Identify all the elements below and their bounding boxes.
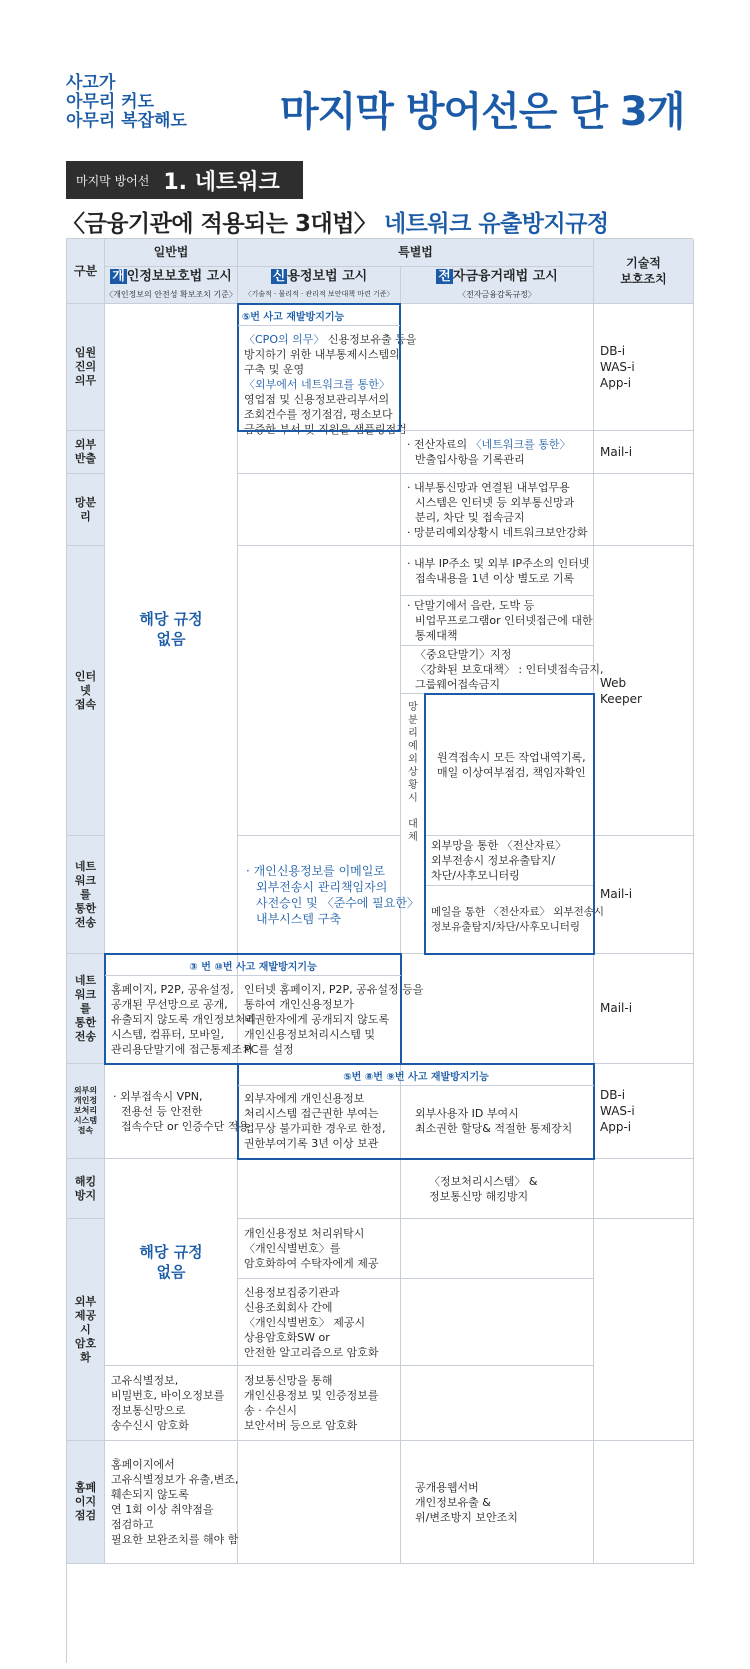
cell-line: 공개용웹서버 (415, 1480, 479, 1494)
law-sub: 〈개인정보의 안전성 확보조치 기준〉 (105, 289, 237, 299)
page-title: 마지막 방어선은 단 3개 (280, 89, 685, 135)
row-label-hacking: 해킹 방지 (67, 1159, 105, 1219)
row-label-netsep: 망분리 (67, 474, 105, 546)
cell-line: 그룹웨어접속금지 (415, 678, 501, 691)
cell-line: 방지하기 위한 내부통제시스템의 (244, 348, 400, 361)
row-label-export: 외부 반출 (67, 431, 105, 474)
row-label-encrypt: 외부 제공시 암호화 (67, 1219, 105, 1441)
cell-line: 보안서버 등으로 암호화 (244, 1419, 358, 1432)
slogan-line: 아무리 복잡해도 (66, 111, 187, 131)
box-title: ③ 번 ⑩번 사고 재발방지기능 (189, 962, 317, 973)
cell-line: 통하여 개인신용정보가 (244, 998, 354, 1011)
tech-cell: DB-i WAS-i App-i (594, 1064, 694, 1159)
credit-cell (238, 1219, 401, 1279)
cell-line: 조회건수를 정기점검, 평소보다 (244, 408, 393, 421)
row-label-internet: 인터넷 접속 (67, 546, 105, 836)
credit-cell (238, 1159, 401, 1219)
general-cell (105, 1064, 250, 1159)
cell-line: · 망분리예외상황시 네트워크보안강화 (407, 525, 588, 539)
cell-line: 고유식별정보가 유출,변조, (111, 1473, 239, 1486)
cell-line: 정보통신망을 통해 (244, 1374, 333, 1387)
cell-line: · 내부통신망과 연결된 내부업무용 (407, 480, 570, 494)
efin-cell (401, 546, 594, 596)
cell-line: 비업무프로그램or 인터넷접근에 대한 (415, 614, 593, 627)
section-name: 1. 네트워크 (163, 169, 280, 195)
tech-cell (594, 1441, 694, 1564)
cell-line: 통제대책 (415, 629, 458, 642)
slogan (66, 74, 246, 131)
box-title: ⑤번 ⑧번 ⑨번 사고 재발방지기능 (343, 1072, 489, 1083)
efin-cell (401, 1279, 594, 1366)
row-label-nettx: 네트워크 를 통한 전송 (67, 836, 105, 954)
header-law-efinance (401, 267, 594, 304)
credit-cell (238, 431, 401, 474)
tech-cell (594, 1159, 694, 1219)
regulation-table (66, 238, 693, 1663)
header-general: 일반법 (105, 239, 238, 267)
cell-line: 송 · 수신시 (244, 1404, 297, 1417)
cell-line: 접속수단 or 인증수단 적용 (121, 1119, 250, 1133)
no-rule-cell: 해당 규정 없음 (105, 1159, 238, 1366)
cell-line: · 개인신용정보를 이메일로 (246, 863, 385, 878)
cell-line: 신용정보집중기관과 (244, 1285, 340, 1299)
efin-cell (401, 954, 594, 1064)
cell-line: 급증한 부서 및 직원을 샘플링점검 (244, 423, 407, 436)
cell-line: 고유식별정보, (111, 1374, 179, 1387)
tech-cell: Web Keeper (594, 546, 694, 836)
cell-line: 상용암호화SW or (244, 1330, 330, 1344)
cell-line: 시스템은 인터넷 등 외부통신망과 (415, 495, 575, 509)
efin-cell (401, 1219, 594, 1279)
cell-line: 연 1회 이상 취약점을 (111, 1503, 214, 1516)
cell-line: 홈페이지, P2P, 공유설정, (111, 983, 234, 996)
box-title: ⑤번 사고 재발방지기능 (241, 312, 345, 323)
cell-line: 정보유출탐지/차단/사후모니터링 (431, 920, 581, 933)
cell-line: 위/변조방지 보안조치 (415, 1510, 518, 1524)
law-sub: 〈전자금융감독규정〉 (458, 289, 536, 299)
credit-cell (238, 474, 401, 546)
cell-line: 구축 및 운영 (244, 363, 305, 376)
exception-vertical-label: 망 분 리 예 외 상 황 시 대 체 (408, 702, 418, 843)
cell-line: 접속내용을 1년 이상 별도로 기록 (415, 571, 575, 585)
cell-line: · 외부접속시 VPN, (113, 1089, 203, 1103)
cell-line: · 내부 IP주소 및 외부 IP주소의 인터넷 (407, 556, 590, 570)
credit-cell (238, 1279, 401, 1366)
cell-line: 외부자에게 개인신용정보 (244, 1092, 365, 1105)
efin-cell (401, 646, 604, 694)
cell-line: 영업점 및 신용정보관리부서의 (244, 393, 390, 406)
cell-line: 전용선 등 안전한 (121, 1104, 203, 1118)
efin-cell (401, 431, 594, 474)
row-label-exec: 임원진의 의무 (67, 304, 105, 431)
row-label-nettx: 네트워크 를 통한 전송 (67, 954, 105, 1064)
general-cell (105, 1366, 238, 1441)
cell-line: 〈개인식별번호〉를 (244, 1242, 341, 1255)
cell-line: 개인신용정보처리시스템 및 (244, 1028, 376, 1041)
credit-cell (238, 836, 419, 954)
law-initial: 신 (272, 268, 286, 284)
cell-line: 송수신시 암호화 (111, 1419, 189, 1432)
cell-line: 〈CPO의 의무〉 (244, 333, 325, 346)
cell-line: 반출입사항을 기록관리 (415, 453, 525, 466)
cell-line: 〈강화된 보호대책〉 : 인터넷접속금지, (415, 663, 604, 676)
row-label-webcheck: 홈페이지 점검 (67, 1441, 105, 1564)
efin-cell (425, 694, 594, 836)
cell-line: 신용조회회사 간에 (244, 1300, 333, 1314)
general-cell (105, 1441, 238, 1564)
tech-cell: DB-i WAS-i App-i (594, 304, 694, 431)
slogan-line: 사고가 (66, 73, 116, 93)
cell-line: 〈네트워크를 통한〉 (470, 438, 571, 451)
efin-cell (401, 304, 594, 431)
cell-line: 점검하고 (111, 1518, 154, 1531)
cell-line: 개인신용정보 처리위탁시 (244, 1227, 365, 1240)
header-special: 특별법 (238, 239, 594, 267)
law-initial: 개 (112, 268, 125, 284)
cell-line: 매일 이상여부점검, 책임자확인 (437, 765, 586, 779)
cell-line: 암호화하여 수탁자에게 제공 (244, 1257, 379, 1270)
cell-line: 분리, 차단 및 접속금지 (415, 510, 525, 524)
slogan-line: 아무리 커도 (66, 92, 155, 112)
credit-cell (238, 1441, 401, 1564)
cell-line: 정보통신망 해킹방지 (429, 1189, 529, 1203)
cell-line: 권한부여기록 3년 이상 보관 (244, 1137, 379, 1150)
header-law-credit (238, 267, 401, 304)
no-rule-cell: 해당 규정 없음 (105, 304, 238, 954)
tech-cell (594, 1219, 694, 1441)
tech-cell: Mail-i (594, 836, 694, 954)
cell-line: 외부망을 통한 〈전산자료〉 (431, 839, 567, 852)
cell-line: 안전한 알고리즘으로 암호화 (244, 1345, 379, 1359)
cell-line: 인터넷 홈페이지, P2P, 공유설정 등을 (244, 983, 424, 996)
efin-cell (401, 474, 594, 546)
section-prefix: 마지막 방어선 (76, 173, 150, 188)
cell-line: 필요한 보완조치를 해야 함 (111, 1533, 239, 1546)
subtitle-part2: 네트워크 유출방지규정 (383, 211, 609, 237)
cell-line: 〈중요단말기〉지정 (415, 648, 512, 661)
cell-line: · 단말기에서 음란, 도박 등 (407, 599, 535, 612)
credit-cell (238, 546, 401, 836)
cell-line: 공개된 무선망으로 공개, (111, 998, 228, 1011)
cell-line: 〈개인식별번호〉 제공시 (244, 1315, 366, 1329)
efin-cell (425, 836, 594, 886)
cell-line: 개인신용정보 및 인증정보를 (244, 1389, 379, 1402)
cell-line: 신용정보유출 등을 (324, 333, 417, 346)
cell-line: 최소권한 할당& 적절한 통제장치 (415, 1122, 573, 1135)
efin-cell (401, 1441, 594, 1564)
header-law-privacy (105, 267, 238, 304)
tech-cell (594, 474, 694, 546)
efin-cell (401, 1159, 594, 1219)
cell-line: 차단/사후모니터링 (431, 869, 520, 882)
cell-line: 홈페이지에서 (111, 1458, 175, 1471)
row-label-access: 외부의 개인정보처리 시스템 접속 (67, 1064, 105, 1159)
cell-line: 훼손되지 않도록 (111, 1488, 189, 1501)
credit-cell (238, 1366, 401, 1441)
cell-line: 관리용단말기에 접근통제조치 (111, 1043, 253, 1056)
cell-line: 사전승인 및 〈준수에 필요한〉 (256, 895, 419, 910)
cell-line: 처리시스템 접근권한 부여는 (244, 1107, 379, 1120)
cell-line: 유출되지 않도록 개인정보처리 (111, 1013, 257, 1026)
tech-cell: Mail-i (594, 954, 694, 1064)
cell-line: · 전산자료의 (407, 438, 471, 451)
law-name: 용정보법 고시 (287, 268, 368, 284)
cell-line: 메일을 통한 〈전산자료〉 외부전송시 (431, 905, 605, 918)
cell-line: 〈외부에서 네트워크를 통한〉 (244, 378, 390, 391)
tech-cell: Mail-i (594, 431, 694, 474)
cell-line: 외부사용자 ID 부여시 (415, 1107, 519, 1120)
efin-cell (425, 886, 605, 954)
cell-line: 시스템, 컴퓨터, 모바일, (111, 1028, 225, 1041)
section-label (66, 161, 303, 199)
law-name: 인정보보호법 고시 (126, 268, 232, 284)
cell-line: 업무상 불가피한 경우로 한정, (244, 1122, 386, 1135)
cell-line: PC를 설정 (244, 1043, 294, 1056)
cell-line: 〈정보처리시스템〉 & (429, 1174, 538, 1188)
cell-line: 개인정보유출 & (415, 1495, 491, 1509)
subtitle-part1: 〈금융기관에 적용되는 3대법〉 (62, 211, 377, 237)
efin-cell (401, 1366, 594, 1441)
law-sub: 〈기술적 · 물리적 · 관리적 보안대책 마련 기준〉 (244, 289, 394, 298)
law-name: 자금융거래법 고시 (452, 268, 558, 284)
subtitle (62, 205, 609, 238)
cell-line: 정보통신망으로 (111, 1404, 186, 1417)
cell-line: 내부시스템 구축 (256, 911, 341, 926)
cell-line: 외부전송시 정보유출탐지/ (431, 854, 556, 867)
efin-cell (401, 596, 594, 646)
header-category: 구분 (67, 239, 105, 304)
cell-line: 비권한자에게 공개되지 않도록 (244, 1013, 390, 1026)
cell-line: 비밀번호, 바이오정보를 (111, 1389, 225, 1402)
header-tech: 기술적 보호조치 (594, 239, 694, 304)
cell-line: 원격접속시 모든 작업내역기록, (437, 750, 586, 764)
cell-line: 외부전송시 관리책임자의 (256, 879, 388, 894)
law-initial: 전 (438, 268, 451, 284)
